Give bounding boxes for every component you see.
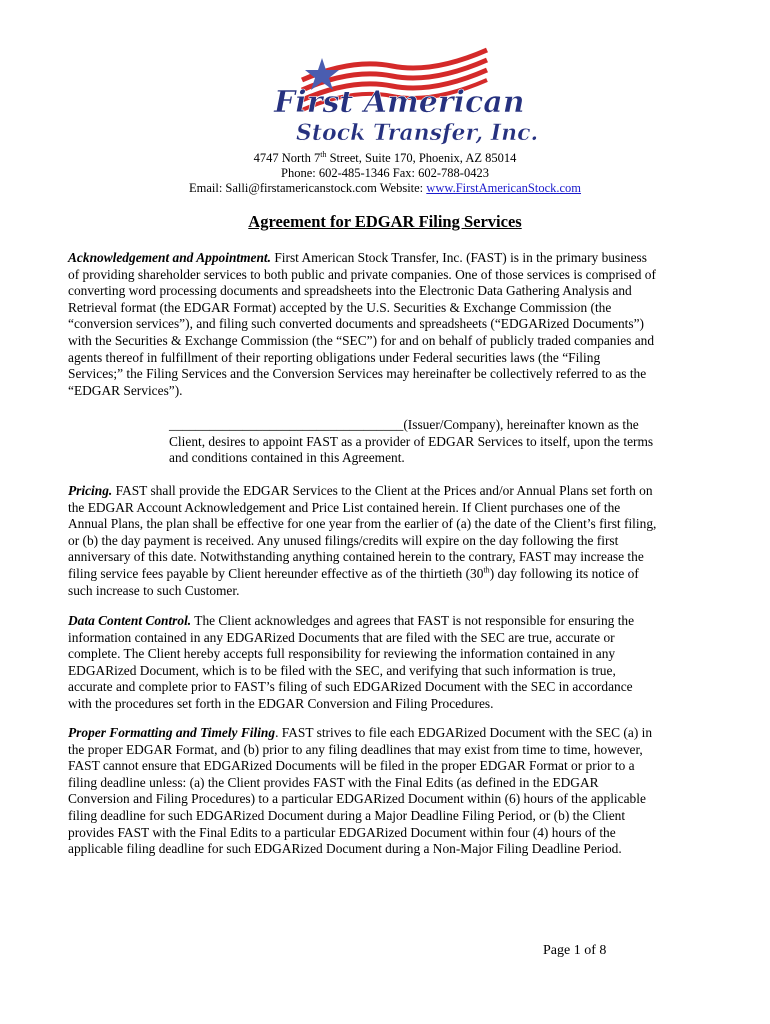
phone-line: Phone: 602-485-1346 Fax: 602-788-0423 xyxy=(281,166,489,180)
email-line: Email: Salli@firstamericanstock.com Website: www.FirstAmericanStock.com xyxy=(188,181,582,195)
data-content-heading: Data Content Control. xyxy=(68,613,192,628)
website-link[interactable]: www.FirstAmericanStock.com xyxy=(426,181,582,195)
address-line: 4747 North 7th Street, Suite 170, Phoenix, AZ 85014 xyxy=(253,149,517,165)
client-paragraph: ___________________________________(Issuer/Company), hereinafter known as the Client, desires to appoint FAST as a provider of EDGAR Services to itself, upon the terms and conditions contained in this Agreement. xyxy=(169,417,654,466)
pricing-paragraph: Pricing. FAST shall provide the EDGAR Services to the Client at the Prices and/or Annual Plans set forth on the EDGAR Account Acknowledgement and Price List contained herein. If Client purchases one of the Annual Plans, the plan shall be effective for one year from the earlier of (a) the date of the Client’s first filing, or (b) the day payment is received. Any unused filings/credits will expire on the day following the first anniversary of this date. Notwithstanding anything contained herein to the contrary, FAST may increase the filing service fees payable by Client hereunder effective as of the thirtieth (30th) day following its notice of such increase to such Customer. xyxy=(68,483,657,598)
logo-text-line2: Stock Transfer, Inc. xyxy=(296,120,539,146)
ack-heading: Acknowledgement and Appointment. xyxy=(68,250,271,265)
company-logo xyxy=(262,40,539,148)
ack-paragraph: Acknowledgement and Appointment. First American Stock Transfer, Inc. (FAST) is in the primary business of providing shareholder services to both public and private companies. One of those services is comprised of converting word processing documents and spreadsheets into the Electronic Data Gathering Analysis and Retrieval format (the EDGAR Format) accepted by the U.S. Securities & Exchange Commission (the “conversion services”), and filing such converted documents and spreadsheets (“EDGARized Documents”) with the Securities & Exchange Commission (the “SEC”) for and on behalf of publicly traded companies and agents thereof in fulfillment of their reporting obligations under Federal securities laws (the “Filing Services;” the Filing Services and the Conversion Services may hereinafter be collectively referred to as the “EDGAR Services”). xyxy=(68,250,656,398)
data-content-paragraph: Data Content Control. The Client acknowledges and agrees that FAST is not responsible for ensuring the information contained in any EDGARized Documents that are filed with the SEC are true, accurate or complete. The Client hereby accepts full responsibility for reviewing the information contained in any EDGARized Document, which is to be filed with the SEC, and verifying that such information is true, accurate and complete prior to FAST’s filing of such EDGARized Document with the SEC in accordance with the procedures set forth in the EDGAR Conversion and Filing Procedures. xyxy=(68,613,635,711)
formatting-heading: Proper Formatting and Timely Filing xyxy=(68,725,276,740)
formatting-paragraph: Proper Formatting and Timely Filing. FAST strives to file each EDGARized Document with the SEC (a) in the proper EDGAR Format, and (b) prior to any filing deadlines that may exist from time to time, however, FAST cannot ensure that EDGARized Documents will be filed in the proper EDGAR Format or prior to a filing deadline unless: (a) the Client provides FAST with the Final Edits (as defined in the EDGAR Conversion and Filing Procedures) to a particular EDGARized Document within (6) hours of the applicable filing deadline for such EDGARized Document during a Major Deadline Filing Period, or (b) the Client provides FAST with the Final Edits to a particular EDGARized Document within four (4) hours of the applicable filing deadline for such EDGARized Document during a Non-Major Filing Deadline Period. xyxy=(68,725,653,857)
pricing-heading: Pricing. xyxy=(68,483,113,498)
logo-text-line1: First American xyxy=(274,85,525,120)
page-number: Page 1 of 8 xyxy=(543,943,607,958)
page-title: Agreement for EDGAR Filing Services xyxy=(248,212,522,231)
